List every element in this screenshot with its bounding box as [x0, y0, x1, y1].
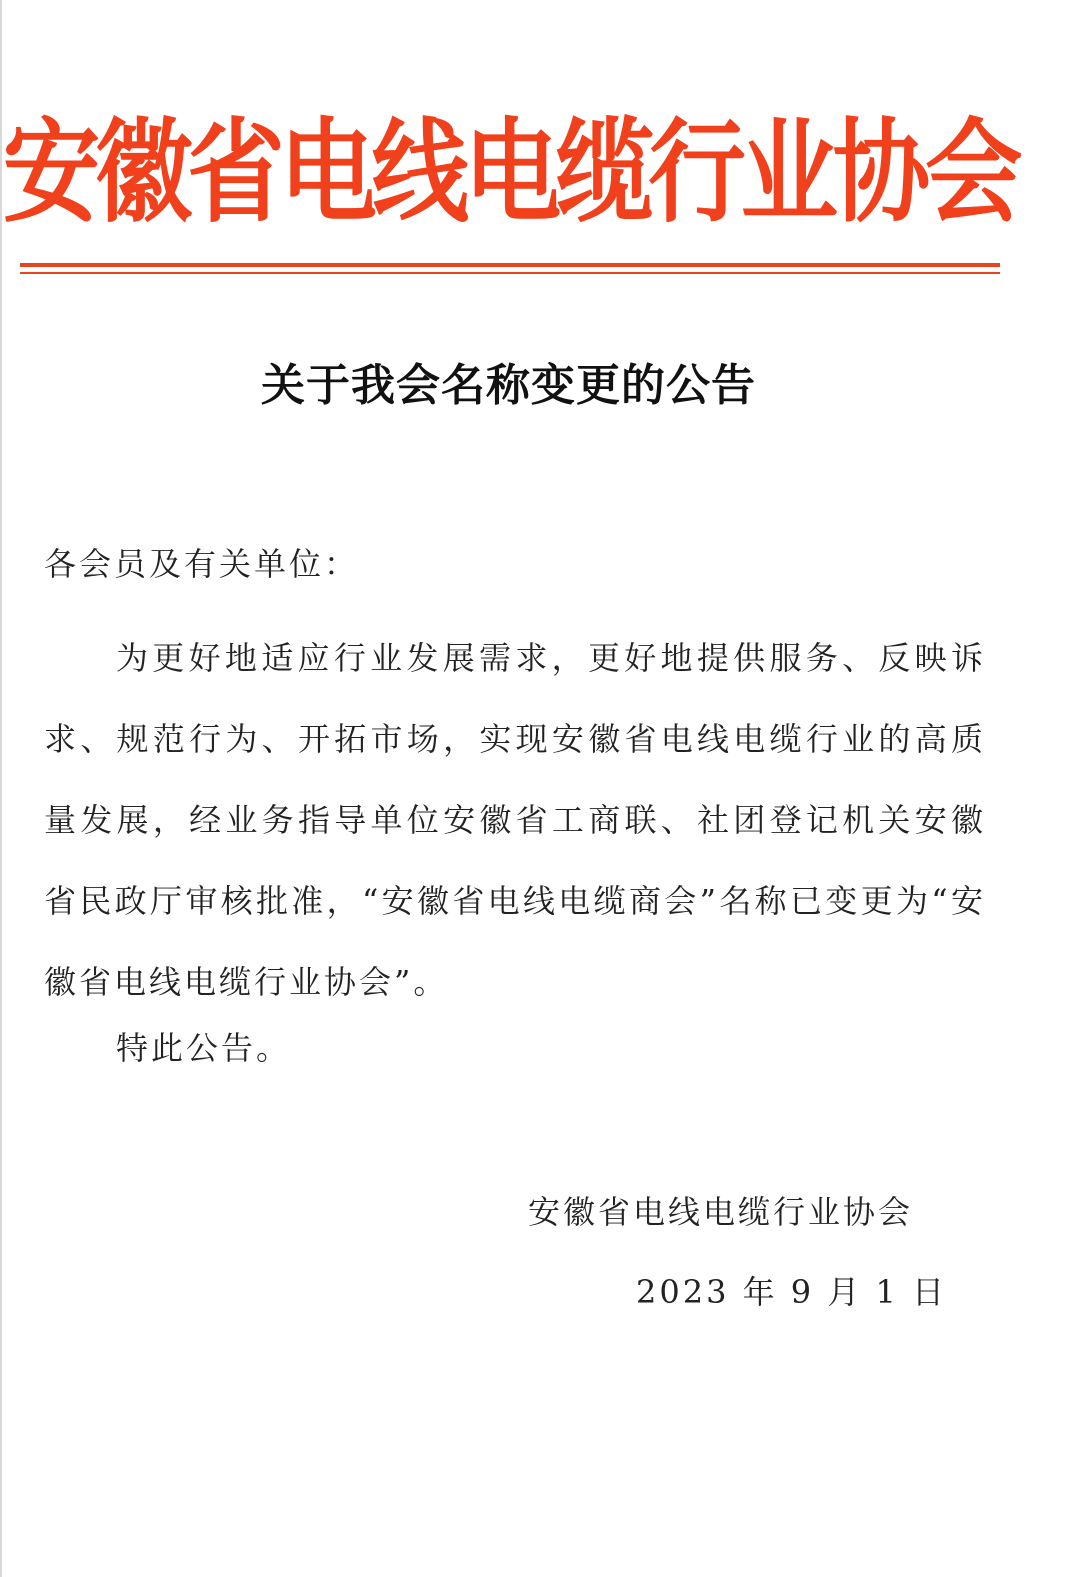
- page-left-edge: [0, 0, 2, 1577]
- letterhead: [2, 98, 1018, 248]
- letterhead-rule-thin: [20, 272, 1000, 274]
- closing-line: 特此公告。: [116, 1029, 292, 1067]
- body-paragraph: 为更好地适应行业发展需求，更好地提供服务、反映诉求、规范行为、开拓市场，实现安徽省电线电缆行业的高质量发展，经业务指导单位安徽省工商联、社团登记机关安徽省民政厅审核批准，“安徽省电线电缆商会”名称已变更为“安徽省电线电缆行业协会”。: [44, 639, 986, 1001]
- signature-organization: 安徽省电线电缆行业协会: [528, 1193, 914, 1231]
- signature-date: 2023 年 9 月 1 日: [636, 1273, 948, 1311]
- letterhead-rule-thick: [20, 263, 1000, 267]
- salutation: 各会员及有关单位：: [44, 545, 360, 583]
- letterhead-organization-name: 安徽省电线电缆行业协会: [2, 108, 1018, 238]
- document-title: 关于我会名称变更的公告: [261, 360, 756, 411]
